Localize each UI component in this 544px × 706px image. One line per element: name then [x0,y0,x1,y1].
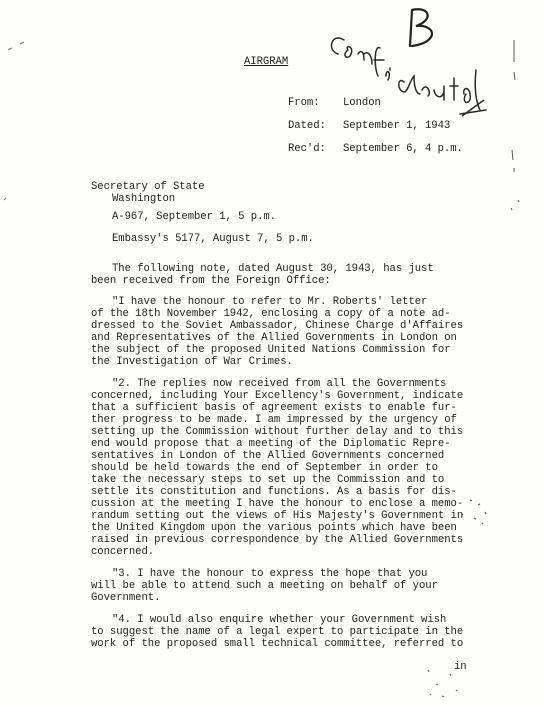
p4-line-2: to suggest the name of a legal expert to participate in the [91,626,464,638]
p1-line-6: the Investigation of War Crimes. [91,356,293,368]
p2-line-12: randum setting out the views of His Majesty's Government in [91,510,464,522]
reference-airgram: A-967, September 1, 5 p.m. [112,211,276,223]
p2-line-10: settle its constitution and functions. As a basis for dis- [91,486,457,498]
p3-line-2: will be able to attend such a meeting on behalf of your [91,580,438,592]
header-recd-value: September 6, 4 p.m. [343,143,463,155]
intro-line-1: The following note, dated August 30, 1943, has just [112,263,434,275]
p2-line-4: ther progress to be made. I am impressed by the urgency of [91,414,457,426]
header-from-label: From: [288,97,320,109]
p1-line-4: and Representatives of the Allied Governments in London on [91,332,457,344]
addressee-line2: Washington [112,193,176,205]
p2-line-8: should be held towards the end of September in order to [91,462,438,474]
catchword: in [454,661,467,673]
p2-line-9: take the necessary steps to set up the Commission and to [91,474,445,486]
p4-line-1: "4. I would also enquire whether your Government wish [112,614,447,626]
p2-line-3: that a sufficient basis of agreement exists to enable fur- [91,402,457,414]
p2-line-2: concerned, including Your Excellency's Government, indicate [91,390,464,402]
header-dated-label: Dated: [288,120,326,132]
p4-line-3: work of the proposed small technical committee, referred to [91,638,464,650]
p1-line-1: "I have the honour to refer to Mr. Roberts' letter [112,296,428,308]
p2-line-6: end would propose that a meeting of the Diplomatic Repre- [91,438,451,450]
addressee-line1: Secretary of State [91,181,205,193]
p3-line-1: "3. I have the honour to express the hope that you [112,568,428,580]
header-dated-value: September 1, 1943 [343,120,451,132]
p3-line-3: Government. [91,592,161,604]
p2-line-13: the United Kingdom upon the various points which have been [91,522,457,534]
header-from-value: London [343,97,381,109]
p1-line-3: dressed to the Soviet Ambassador, Chinese Charge d'Affaires [91,320,464,332]
intro-line-2: been received from the Foreign Office: [91,275,331,287]
p2-line-11: cussion at the meeting I have the honour to enclose a memo- [91,498,464,510]
p2-line-5: setting up the Commission without further delay and to this [91,426,464,438]
header-recd-label: Rec'd: [288,143,326,155]
p1-line-5: the subject of the proposed United Nations Commission for [91,344,451,356]
document-title: AIRGRAM [244,56,289,68]
reference-embassy: Embassy's 5177, August 7, 5 p.m. [112,233,314,245]
p1-line-2: of the 18th November 1942, enclosing a copy of a note ad- [91,308,451,320]
p2-line-14: raised in previous correspondence by the Allied Governments [91,534,464,546]
p2-line-1: "2. The replies now received from all the Governments [112,378,447,390]
p2-line-7: sentatives in London of the Allied Governments concerned [91,450,445,462]
p2-line-15: concerned. [91,546,155,558]
